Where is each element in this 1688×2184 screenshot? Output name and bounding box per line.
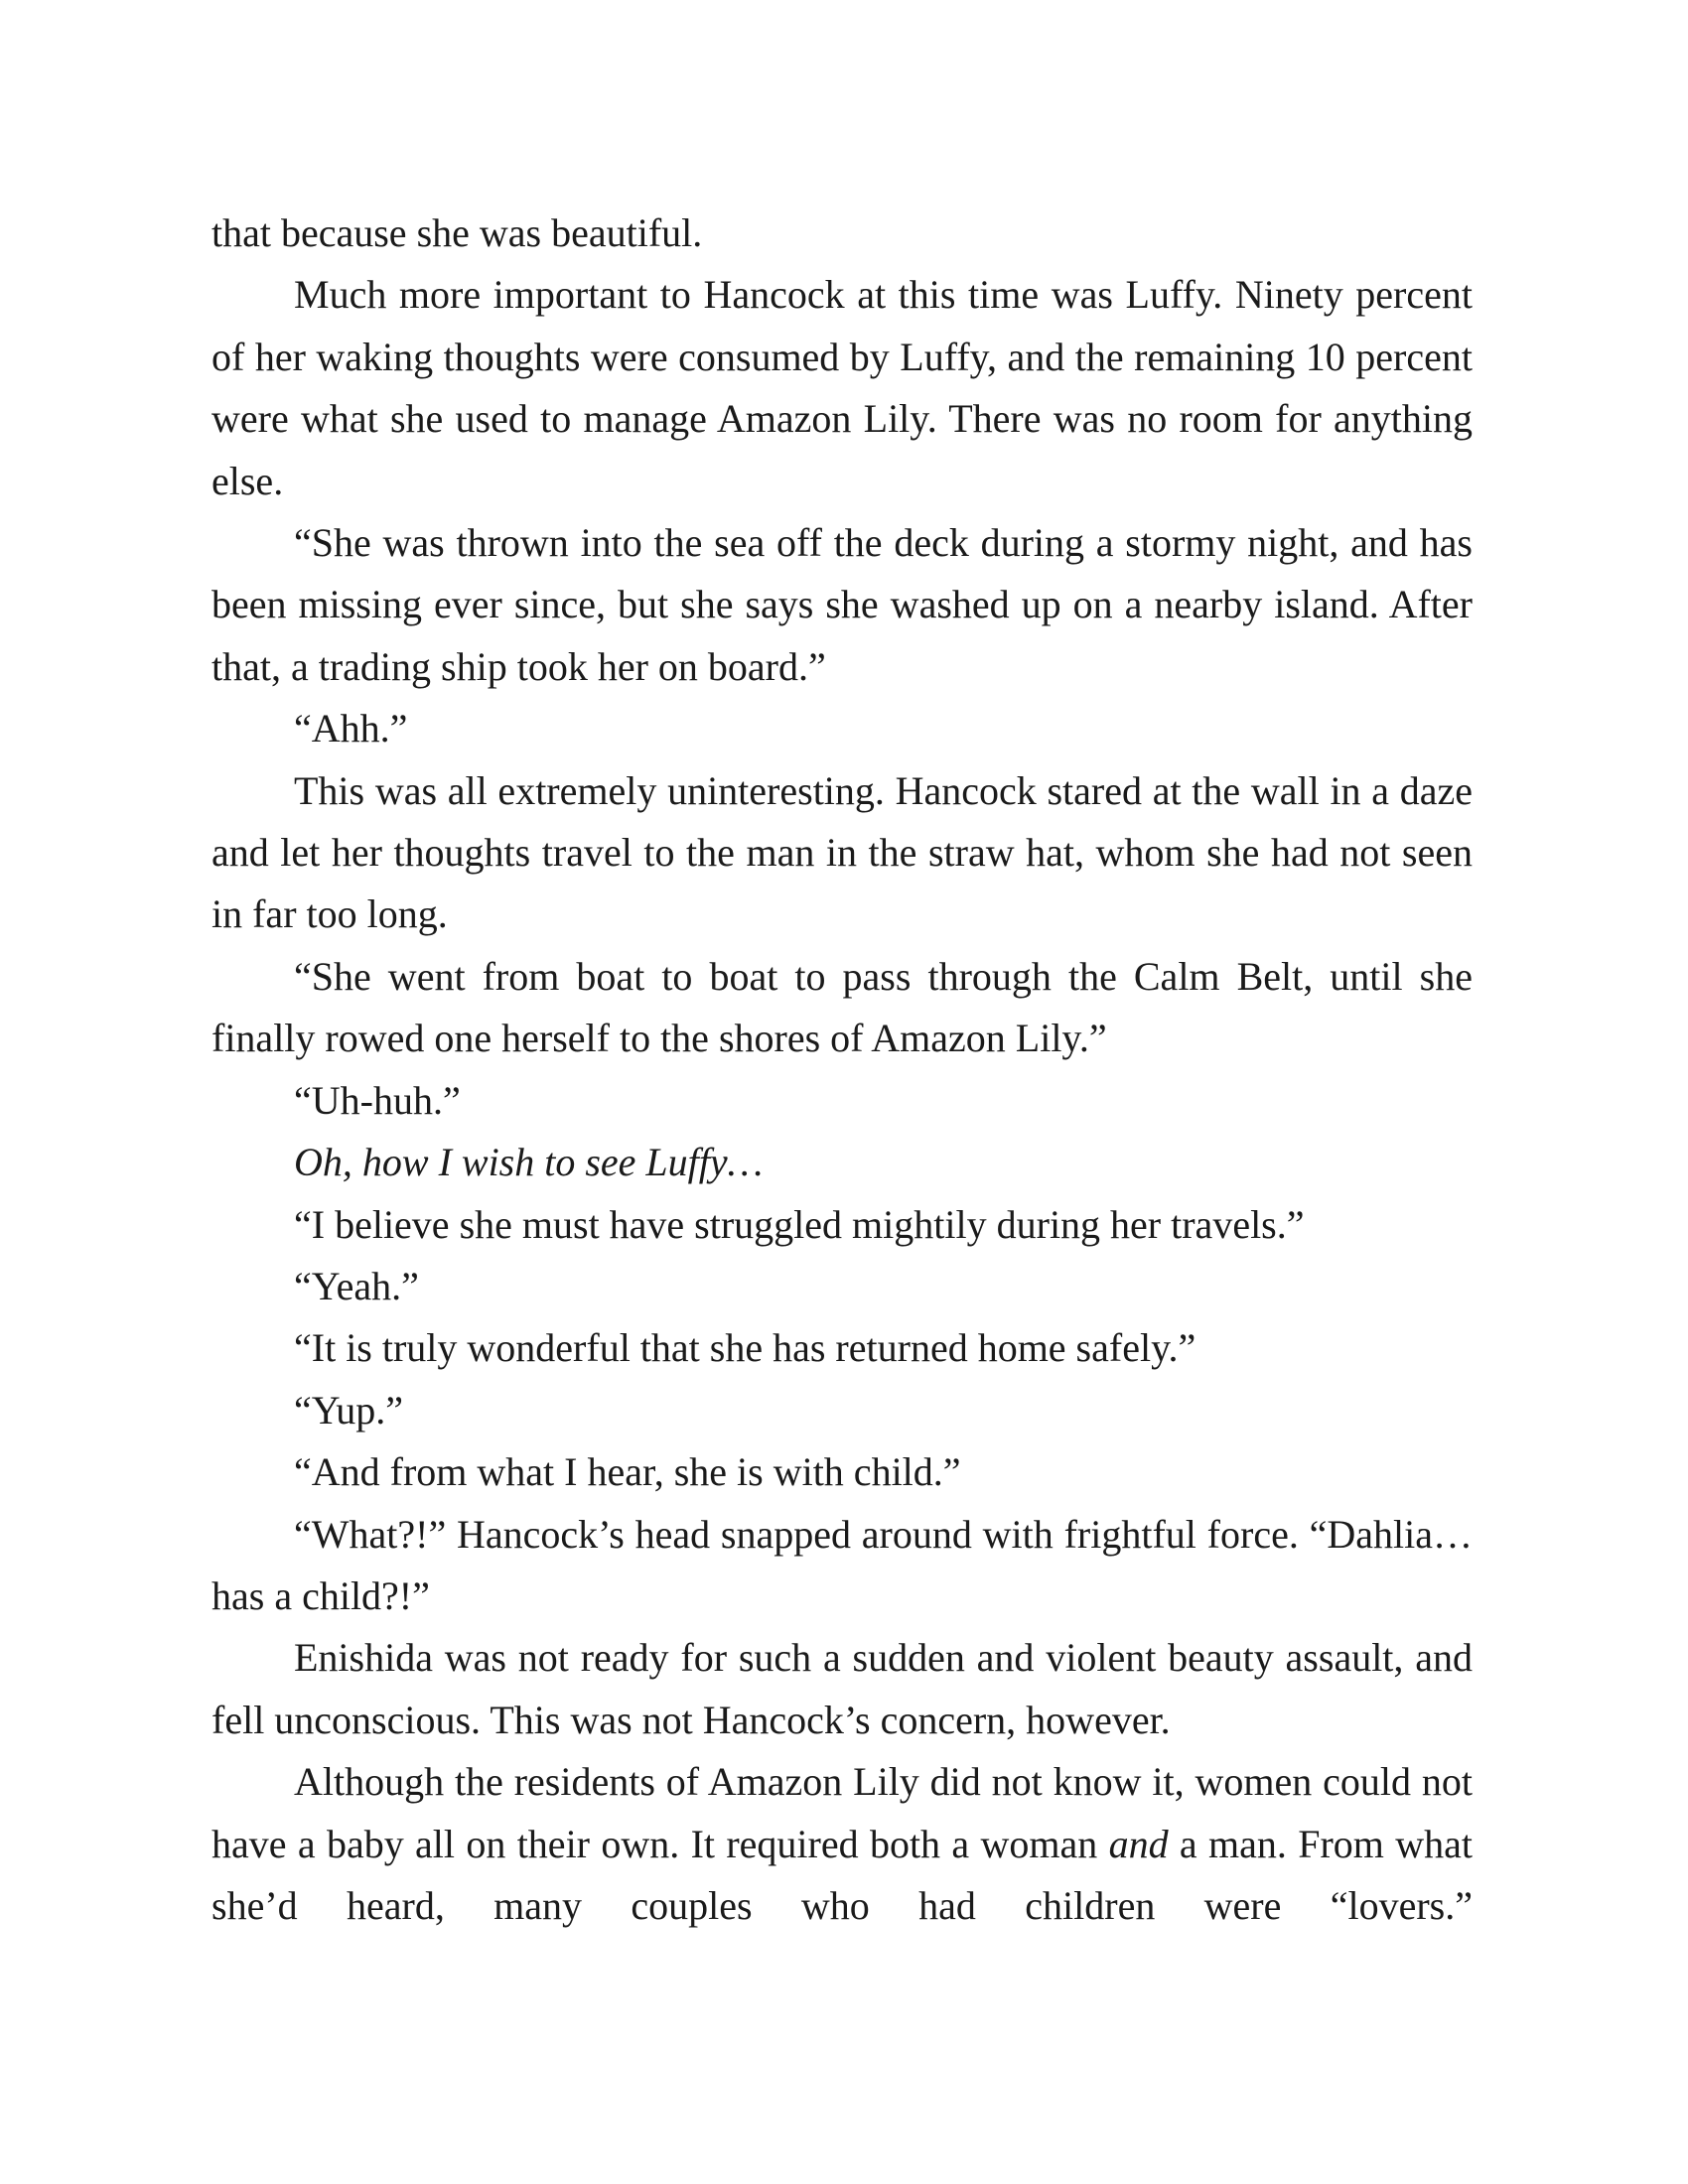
paragraph (211, 1751, 1473, 1937)
paragraph: Much more important to Hancock at this time was Luffy. Ninety percent of her waking thoughts were consumed by Luffy, and the remaining 10 percent were what she used to manage Amazon Lily. There was no room for anything else. (211, 272, 1473, 503)
paragraph: “It is truly wonderful that she has returned home safely.” (294, 1325, 1196, 1371)
paragraph: “And from what I hear, she is with child.” (294, 1449, 961, 1495)
paragraph: “Ahh.” (294, 706, 408, 751)
paragraph: Enishida was not ready for such a sudden and violent beauty assault, and fell unconscious. This was not Hancock’s concern, however. (211, 1635, 1473, 1742)
text-run: Although the residents of Amazon Lily did not know it, women could not have a baby all on their own. It required both a woman (211, 1759, 1473, 1866)
paragraph: “She was thrown into the sea off the deck during a stormy night, and has been missing ever since, but she says she washed up on a nearby island. After that, a trading ship took her on board.” (211, 520, 1473, 689)
paragraph: “Yup.” (294, 1387, 403, 1433)
paragraph (211, 1132, 1473, 1193)
book-page (211, 203, 1473, 1937)
paragraph: “Uh-huh.” (294, 1077, 461, 1123)
paragraph: that because she was beautiful. (211, 210, 703, 255)
italic-thought: Oh, how I wish to see Luffy… (294, 1140, 764, 1185)
paragraph: “She went from boat to boat to pass through the Calm Belt, until she finally rowed one herself to the shores of Amazon Lily.” (211, 953, 1473, 1061)
paragraph: “Yeah.” (294, 1263, 419, 1308)
paragraph: This was all extremely uninteresting. Hancock stared at the wall in a daze and let her thoughts travel to the man in the straw hat, whom she had not seen in far too long. (211, 767, 1473, 937)
italic-emphasis: and (1108, 1821, 1169, 1866)
paragraph: “I believe she must have struggled mightily during her travels.” (294, 1201, 1305, 1247)
paragraph: “What?!” Hancock’s head snapped around with frightful force. “Dahlia…has a child?!” (211, 1511, 1473, 1618)
text-run: a man. From what she’d heard, many couples who had children were “lovers.” (211, 1821, 1473, 1928)
